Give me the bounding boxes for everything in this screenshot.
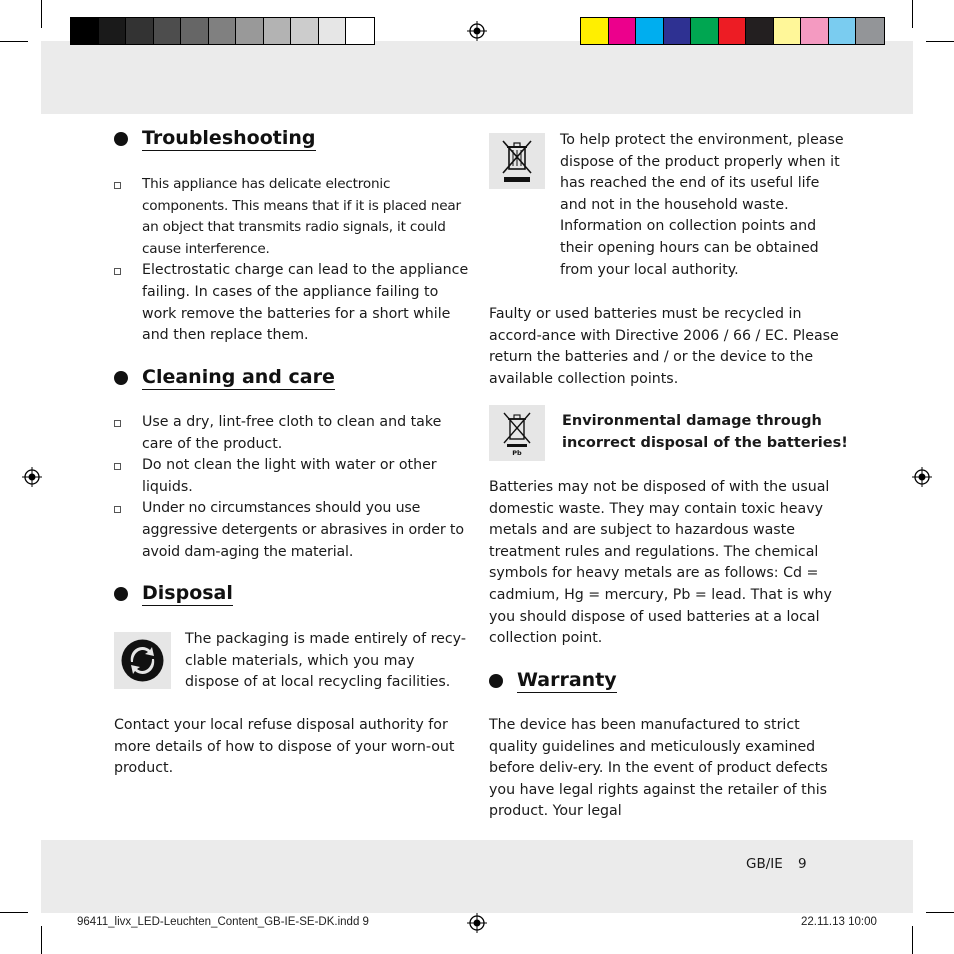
page-number: 9 [798,856,807,872]
color-swatch [746,18,774,44]
registration-mark-icon [912,467,932,487]
warranty-text: The device has been manufactured to strict quality guidelines and meticulously examined before deliv-ery. In the event of product defects you have legal rights against the retailer of this product. Your legal [489,717,828,820]
color-swatch [99,18,127,44]
troubleshooting-list [114,174,470,347]
color-swatch [774,18,802,44]
battery-warning-text: Environmental damage through incorrect disposal of the batteries! [562,413,848,451]
color-swatch [609,18,637,44]
cleaning-heading: Cleaning and care [114,366,335,390]
warranty-heading: Warranty [489,669,617,693]
batteries-recycle-text: Faulty or used batteries must be recycled in accord-ance with Directive 2006 / 66 / EC. Please return the batteries and / or the device to the available collection points. [489,306,839,387]
color-swatch [856,18,884,44]
list-item: Use a dry, lint-free cloth to clean and take care of the product. [114,412,470,455]
troubleshooting-heading: Troubleshooting [114,127,316,151]
color-swatch [636,18,664,44]
color-swatch [581,18,609,44]
registration-mark-icon [467,913,487,933]
header-band [41,41,913,114]
color-swatch [236,18,264,44]
page-locale: GB/IE [746,856,783,872]
color-swatch [181,18,209,44]
color-swatch [71,18,99,44]
pb-label: Pb [512,449,522,457]
color-swatch [154,18,182,44]
list-item: Electrostatic charge can lead to the appliance failing. In cases of the appliance failing to work remove the batteries for a short while and then replace them. [114,260,470,346]
packaging-text: The packaging is made entirely of recy-clable materials, which you may dispose of at local recycling facilities. [185,631,466,691]
green-dot-recycling-icon [114,632,171,689]
heading-bullet [114,587,128,601]
registration-mark-icon [467,21,487,41]
color-swatch [801,18,829,44]
grayscale-color-bar [70,17,375,45]
color-swatch [719,18,747,44]
list-item: This appliance has delicate electronic components. This means that if it is placed near an object that transmits radio signals, it could cause interference. [114,174,470,260]
color-swatch [664,18,692,44]
heading-bullet [114,371,128,385]
file-name: 96411_livx_LED-Leuchten_Content_GB-IE-SE-DK.indd 9 [77,916,369,928]
registration-mark-icon [22,467,42,487]
color-swatch [346,18,374,44]
cleaning-list [114,412,470,563]
contact-text: Contact your local refuse disposal authority for more details of how to dispose of your worn-out product. [114,717,455,777]
footer-band [41,840,913,913]
color-swatch [264,18,292,44]
crossed-out-bin-icon [489,133,545,189]
color-swatch [319,18,347,44]
disposal-heading: Disposal [114,582,233,606]
color-swatch [291,18,319,44]
heading-bullet [489,674,503,688]
list-item: Do not clean the light with water or other liquids. [114,455,470,498]
list-item: Under no circumstances should you use aggressive detergents or abrasives in order to avoid dam-aging the material. [114,498,470,563]
color-swatch [829,18,857,44]
color-swatch [126,18,154,44]
battery-bin-pb-icon [489,405,545,461]
weee-text: To help protect the environment, please dispose of the product properly when it has reached the end of its useful life and not in the household waste. Information on collection points and their opening hours can be obtained from your local authority. [560,132,844,278]
color-swatch [209,18,237,44]
process-color-bar [580,17,885,45]
print-timestamp: 22.11.13 10:00 [801,916,877,928]
heading-bullet [114,132,128,146]
color-swatch [691,18,719,44]
heavy-metals-text: Batteries may not be disposed of with the usual domestic waste. They may contain toxic heavy metals and are subject to hazardous waste treatment rules and regulations. The chemical symbols for heavy metals are as follows: Cd = cadmium, Hg = mercury, Pb = lead. That is why you should dispose of used batteries at a local collection point. [489,479,832,647]
